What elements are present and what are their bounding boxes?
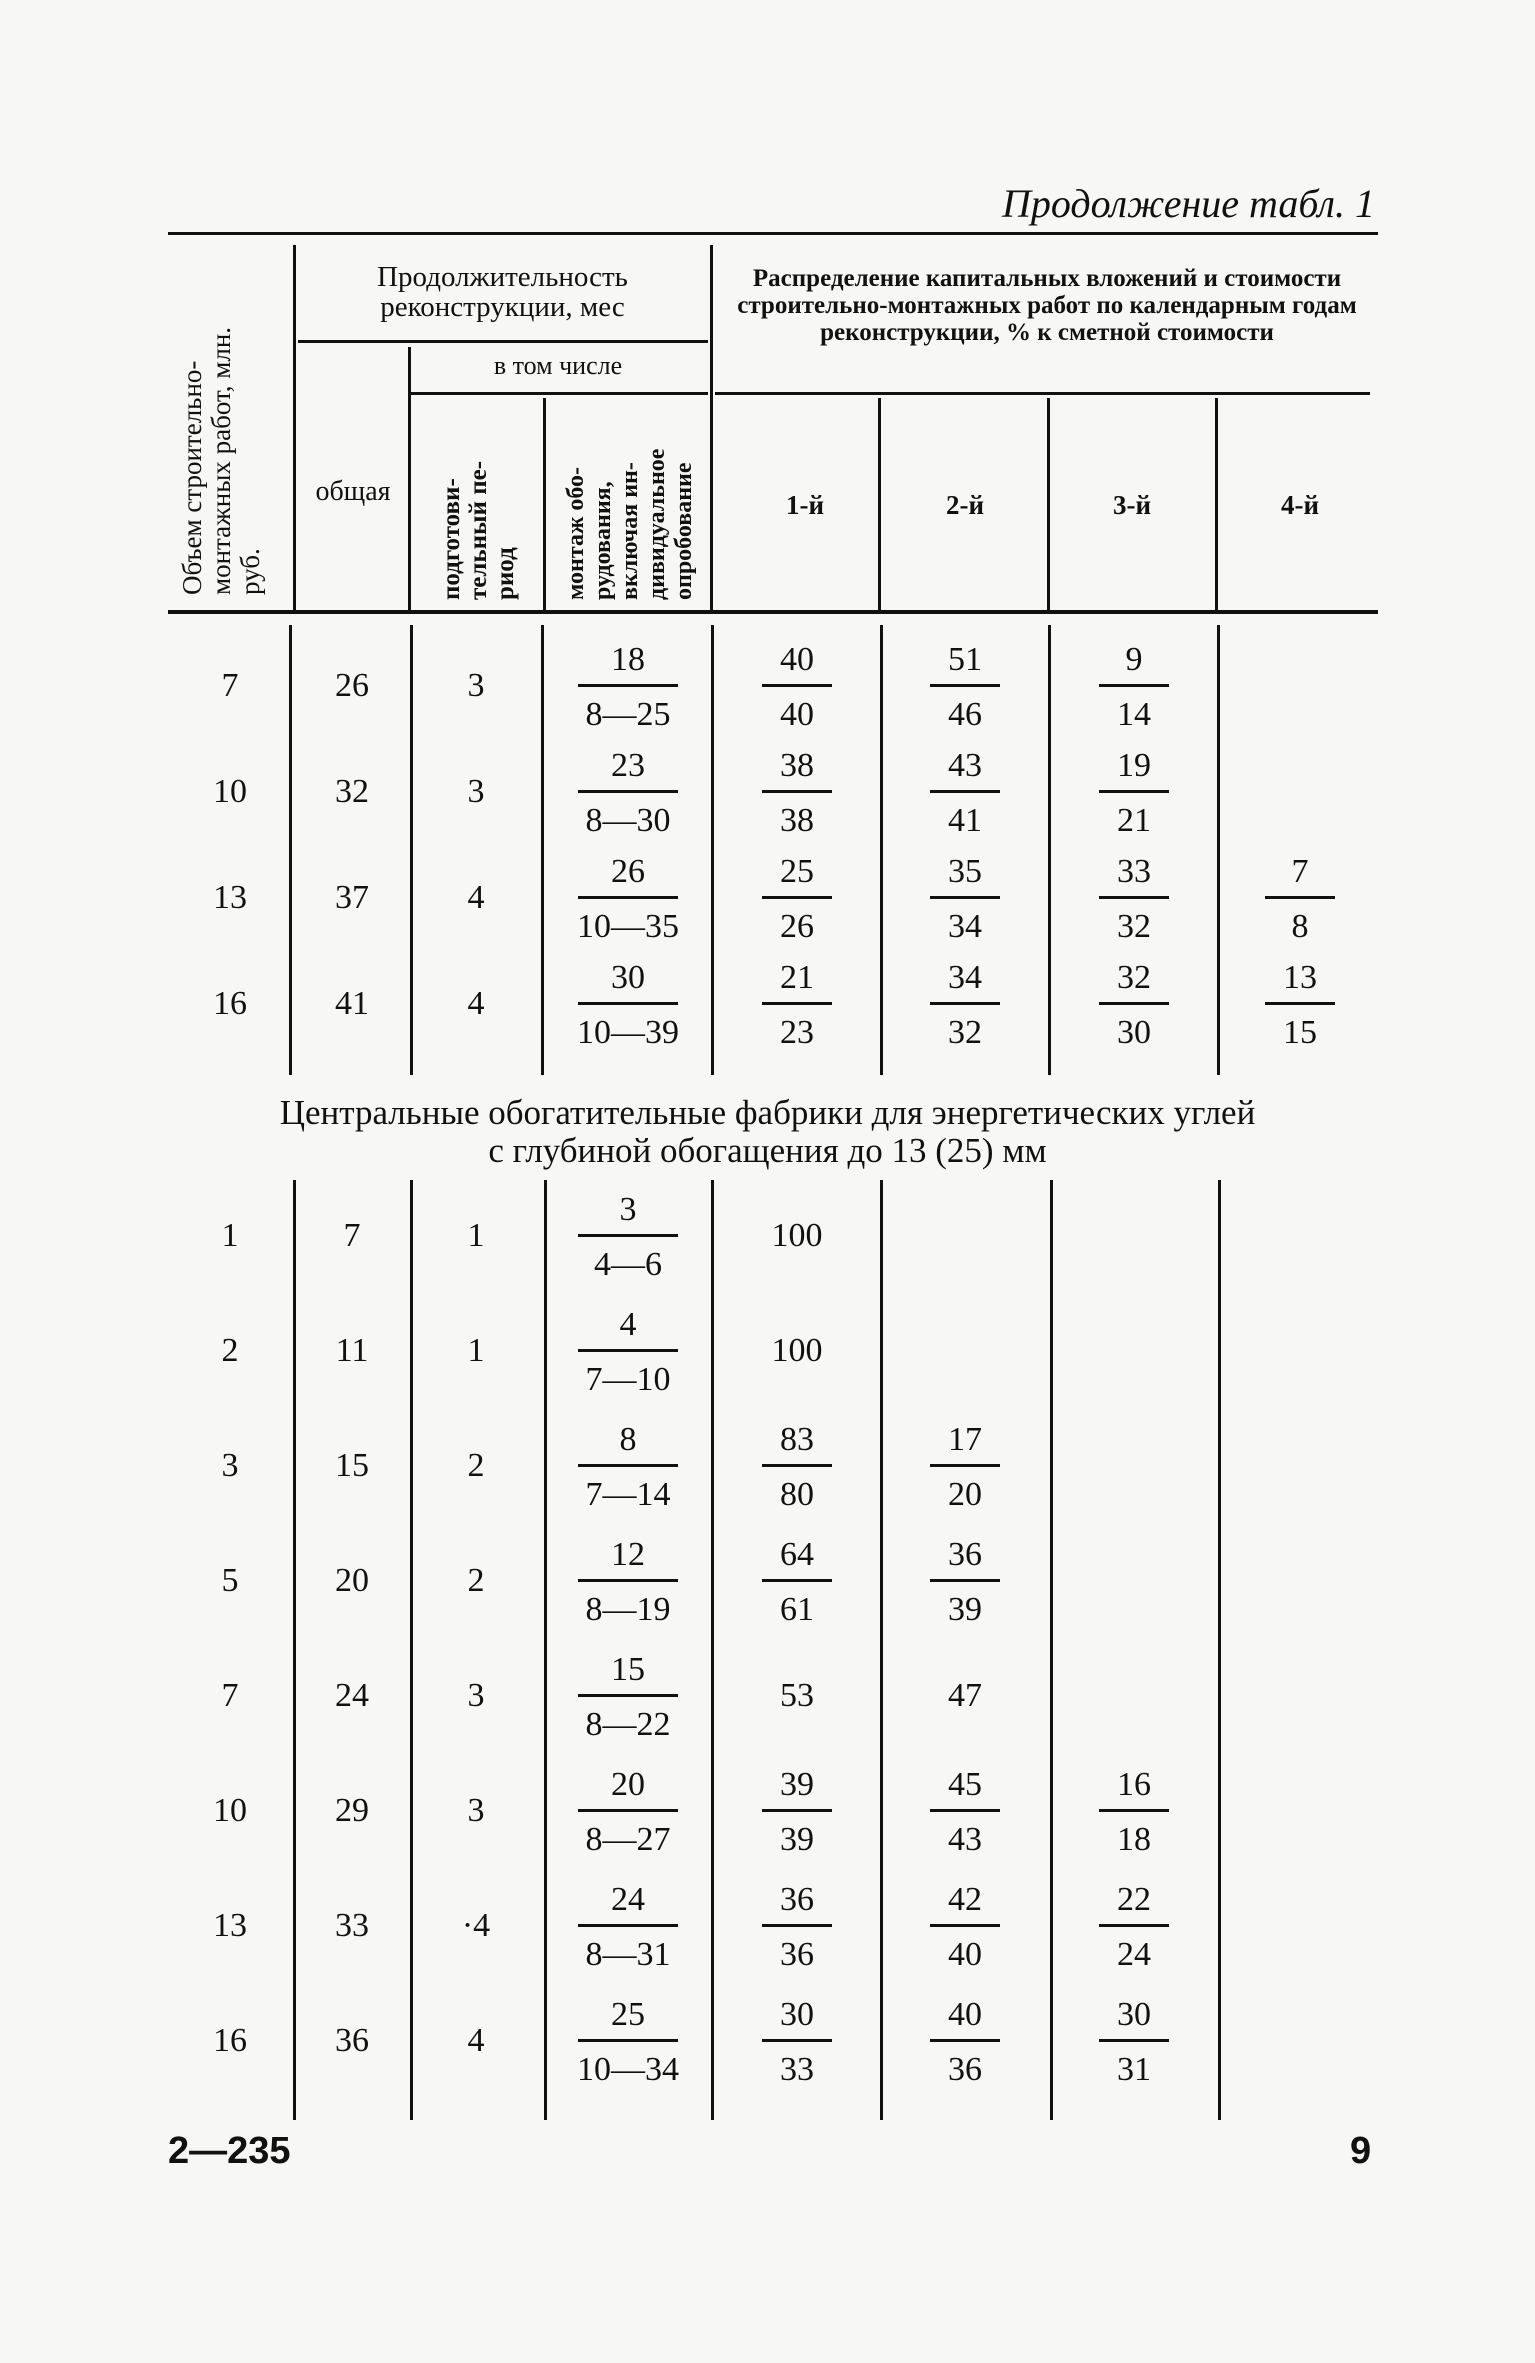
cell-year1: 100 [771,1332,823,1369]
cell-year1 [727,852,867,947]
cell-year1-denominator: 26 [780,908,814,945]
cell-year1-bar [762,790,832,793]
cell-mount-denominator: 8—19 [585,1591,671,1628]
cell-year1-numerator: 83 [780,1421,814,1458]
cell-year2-numerator: 51 [948,641,982,678]
body2-vline [544,1180,547,2120]
cell-total: 24 [335,1677,369,1714]
header-distribution-group: Распределение капитальных вложений и стоимости строительно-монтажных работ по календарным годам реконструкции, % к сметной стоимости [737,265,1357,346]
header-year3: 3-й [1112,490,1152,520]
cell-year3 [1064,1995,1204,2090]
header-including: в том числе [493,351,623,380]
cell-year2 [895,1420,1035,1515]
cell-year1-bar [762,1809,832,1812]
cell-mount [558,852,698,947]
body1-vline [541,625,544,1075]
cell-year1-numerator: 21 [780,959,814,996]
header-duration-group: Продолжительность реконструкции, мес [377,261,628,323]
cell-year2: 47 [948,1677,982,1714]
cell-year1 [727,1535,867,1630]
cell-mount-bar [578,790,678,793]
cell-year3 [1064,1880,1204,1975]
duration-group-rule [298,340,708,343]
cell-year2-denominator: 46 [948,696,982,733]
section2-title-line2: с глубиной обогащения до 13 (25) мм [488,1131,1047,1170]
cell-mount-numerator: 12 [611,1536,645,1573]
header-vline [293,245,296,610]
cell-year1-denominator: 36 [780,1936,814,1973]
cell-year3 [1064,958,1204,1053]
cell-mount [558,1995,698,2090]
cell-year3-denominator: 24 [1117,1936,1151,1973]
cell-year3-bar [1099,790,1169,793]
section2-title-line1: Центральные обогатительные фабрики для энергетических углей [279,1093,1256,1132]
cell-mount-numerator: 3 [619,1191,637,1228]
cell-year1-bar [762,684,832,687]
cell-year1-numerator: 25 [780,853,814,890]
cell-year4-numerator: 13 [1283,959,1317,996]
cell-mount-numerator: 4 [619,1306,637,1343]
cell-mount-denominator: 4—6 [594,1246,662,1283]
cell-mount-bar [578,1002,678,1005]
header-mounting: монтаж обо- рудования, включая ин- дивидуальное опробование [563,448,697,600]
cell-mount [558,1765,698,1860]
body1-vline [711,625,714,1075]
header-vline [543,398,546,610]
cell-year2-numerator: 40 [948,1996,982,2033]
cell-mount-denominator: 7—10 [585,1361,671,1398]
cell-year1-denominator: 40 [780,696,814,733]
cell-year3-bar [1099,1924,1169,1927]
cell-prep: 2 [467,1447,485,1484]
cell-prep: 3 [467,1792,485,1829]
continuation-title: Продолжение табл. 1 [1001,181,1375,226]
cell-year3-numerator: 19 [1117,747,1151,784]
cell-mount-numerator: 26 [611,853,645,890]
cell-mount [558,958,698,1053]
cell-year1 [727,1765,867,1860]
cell-volume: 5 [221,1562,239,1599]
cell-year1-numerator: 39 [780,1766,814,1803]
header-year1: 1-й [785,490,825,520]
header-top-rule [168,232,1378,235]
cell-year1-bar [762,896,832,899]
body2-vline [293,1180,296,2120]
cell-year4-bar [1265,1002,1335,1005]
cell-total: 11 [335,1332,369,1369]
cell-year1-denominator: 23 [780,1014,814,1051]
cell-year2 [895,746,1035,841]
cell-year2 [895,640,1035,735]
cell-volume: 10 [213,1792,247,1829]
cell-year3-denominator: 32 [1117,908,1151,945]
cell-year2 [895,1535,1035,1630]
cell-year3-bar [1099,1809,1169,1812]
cell-mount-denominator: 8—30 [585,802,671,839]
cell-year1-denominator: 61 [780,1591,814,1628]
cell-volume: 10 [213,773,247,810]
cell-year3 [1064,852,1204,947]
cell-mount-bar [578,2039,678,2042]
cell-year3-denominator: 21 [1117,802,1151,839]
cell-prep: 1 [467,1217,485,1254]
cell-year2-bar [930,1579,1000,1582]
cell-year2-numerator: 43 [948,747,982,784]
cell-year2-numerator: 42 [948,1881,982,1918]
cell-year2-denominator: 36 [948,2051,982,2088]
header-vline [408,347,411,610]
cell-year2-bar [930,2039,1000,2042]
cell-mount [558,1305,698,1400]
cell-total: 29 [335,1792,369,1829]
cell-mount-bar [578,896,678,899]
header-vline [878,398,881,610]
cell-mount-numerator: 20 [611,1766,645,1803]
cell-year2-denominator: 41 [948,802,982,839]
cell-mount-denominator: 10—34 [577,2051,679,2088]
cell-mount-denominator: 10—39 [577,1014,679,1051]
cell-year3 [1064,746,1204,841]
cell-year2-denominator: 43 [948,1821,982,1858]
body1-vline [1217,625,1220,1075]
cell-year3-numerator: 32 [1117,959,1151,996]
cell-mount [558,1420,698,1515]
page-signature: 2—235 [168,2130,291,2172]
cell-mount [558,1190,698,1285]
cell-year2 [895,958,1035,1053]
cell-year3-denominator: 30 [1117,1014,1151,1051]
header-bottom-rule [168,610,1378,614]
header-vline [710,245,713,610]
cell-year1 [727,640,867,735]
cell-year1-numerator: 38 [780,747,814,784]
cell-prep: 1 [467,1332,485,1369]
cell-year1 [727,1880,867,1975]
cell-year3-bar [1099,1002,1169,1005]
cell-mount-numerator: 24 [611,1881,645,1918]
cell-mount-bar [578,1694,678,1697]
cell-year1-bar [762,1464,832,1467]
including-rule [410,392,708,395]
cell-prep: ·4 [461,1907,491,1944]
body2-vline [1218,1180,1221,2120]
cell-prep: 4 [467,985,485,1022]
cell-year3-bar [1099,896,1169,899]
cell-mount [558,1650,698,1745]
cell-year2-numerator: 34 [948,959,982,996]
cell-mount [558,1880,698,1975]
cell-year2-denominator: 34 [948,908,982,945]
cell-mount-bar [578,1234,678,1237]
cell-mount-bar [578,1924,678,1927]
distribution-group-rule [715,392,1370,395]
cell-volume: 2 [221,1332,239,1369]
cell-mount [558,1535,698,1630]
cell-year1-bar [762,2039,832,2042]
header-vline [1047,398,1050,610]
cell-year2-denominator: 40 [948,1936,982,1973]
cell-year1-numerator: 64 [780,1536,814,1573]
cell-volume: 16 [213,985,247,1022]
cell-year3-numerator: 30 [1117,1996,1151,2033]
cell-prep: 4 [467,879,485,916]
cell-mount-numerator: 30 [611,959,645,996]
cell-total: 36 [335,2022,369,2059]
body2-vline [711,1180,714,2120]
cell-mount-numerator: 18 [611,641,645,678]
cell-total: 7 [343,1217,361,1254]
cell-year1-bar [762,1579,832,1582]
cell-total: 33 [335,1907,369,1944]
cell-year4-denominator: 15 [1283,1014,1317,1051]
cell-volume: 1 [221,1217,239,1254]
cell-year2-bar [930,1809,1000,1812]
cell-total: 41 [335,985,369,1022]
cell-mount-numerator: 15 [611,1651,645,1688]
cell-year1-numerator: 36 [780,1881,814,1918]
cell-mount-denominator: 8—27 [585,1821,671,1858]
cell-year1 [727,1420,867,1515]
cell-total: 32 [335,773,369,810]
cell-year1 [727,958,867,1053]
cell-year1 [727,746,867,841]
cell-year2-numerator: 36 [948,1536,982,1573]
cell-mount-denominator: 10—35 [577,908,679,945]
cell-year3-denominator: 14 [1117,696,1151,733]
header-year2: 2-й [945,490,985,520]
cell-year2-bar [930,1002,1000,1005]
cell-year2-bar [930,1924,1000,1927]
cell-total: 20 [335,1562,369,1599]
cell-volume: 13 [213,879,247,916]
cell-mount-numerator: 8 [619,1421,637,1458]
cell-prep: 3 [467,773,485,810]
cell-mount-bar [578,1464,678,1467]
cell-total: 26 [335,667,369,704]
cell-year3-numerator: 33 [1117,853,1151,890]
cell-mount [558,640,698,735]
cell-year2-bar [930,1464,1000,1467]
cell-year4 [1230,852,1370,947]
cell-year3-numerator: 16 [1117,1766,1151,1803]
cell-year2-bar [930,896,1000,899]
cell-mount-denominator: 8—31 [585,1936,671,1973]
header-vline [1215,398,1218,610]
cell-year3-bar [1099,684,1169,687]
cell-volume: 16 [213,2022,247,2059]
cell-mount-numerator: 23 [611,747,645,784]
cell-year1-bar [762,1002,832,1005]
cell-year3-numerator: 22 [1117,1881,1151,1918]
cell-year2 [895,1995,1035,2090]
cell-volume: 7 [221,1677,239,1714]
cell-year3-denominator: 18 [1117,1821,1151,1858]
cell-year3-bar [1099,2039,1169,2042]
cell-mount [558,746,698,841]
cell-year2-bar [930,684,1000,687]
header-year4: 4-й [1280,490,1320,520]
header-volume: Объем строительно- монтажных работ, млн. руб. [177,326,265,595]
cell-year3 [1064,640,1204,735]
cell-year3-denominator: 31 [1117,2051,1151,2088]
cell-mount-denominator: 8—25 [585,696,671,733]
cell-total: 15 [335,1447,369,1484]
cell-year1: 100 [771,1217,823,1254]
cell-year2-numerator: 35 [948,853,982,890]
body1-vline [880,625,883,1075]
cell-year1-bar [762,1924,832,1927]
cell-year2-denominator: 39 [948,1591,982,1628]
cell-prep: 4 [467,2022,485,2059]
body2-vline [880,1180,883,2120]
cell-year1-numerator: 40 [780,641,814,678]
header-total: общая [315,476,391,507]
cell-year1-denominator: 33 [780,2051,814,2088]
cell-year4-numerator: 7 [1291,853,1309,890]
cell-year1-numerator: 30 [780,1996,814,2033]
cell-year3-numerator: 9 [1125,641,1143,678]
cell-year1: 53 [780,1677,814,1714]
body1-vline [1048,625,1051,1075]
cell-year2-numerator: 17 [948,1421,982,1458]
cell-mount-bar [578,1579,678,1582]
cell-mount-bar [578,684,678,687]
cell-prep: 2 [467,1562,485,1599]
cell-year3 [1064,1765,1204,1860]
page-number: 9 [1350,2130,1372,2172]
cell-year1 [727,1995,867,2090]
cell-year2-denominator: 20 [948,1476,982,1513]
cell-volume: 7 [221,667,239,704]
body2-vline [1050,1180,1053,2120]
cell-year1-denominator: 38 [780,802,814,839]
cell-volume: 13 [213,1907,247,1944]
header-preparatory: подготови- тельный пе- риод [438,460,519,600]
cell-year1-denominator: 39 [780,1821,814,1858]
cell-year2-bar [930,790,1000,793]
section2-title [150,1094,1385,1170]
body2-vline [410,1180,413,2120]
cell-year4 [1230,958,1370,1053]
cell-year2-denominator: 32 [948,1014,982,1051]
cell-mount-numerator: 25 [611,1996,645,2033]
cell-year4-denominator: 8 [1291,908,1309,945]
cell-year4-bar [1265,896,1335,899]
cell-total: 37 [335,879,369,916]
cell-year2 [895,852,1035,947]
cell-mount-bar [578,1349,678,1352]
cell-prep: 3 [467,667,485,704]
cell-mount-denominator: 8—22 [585,1706,671,1743]
cell-year2 [895,1880,1035,1975]
cell-year2-numerator: 45 [948,1766,982,1803]
cell-mount-bar [578,1809,678,1812]
cell-year1-denominator: 80 [780,1476,814,1513]
cell-mount-denominator: 7—14 [585,1476,671,1513]
cell-prep: 3 [467,1677,485,1714]
cell-volume: 3 [221,1447,239,1484]
cell-year2 [895,1765,1035,1860]
